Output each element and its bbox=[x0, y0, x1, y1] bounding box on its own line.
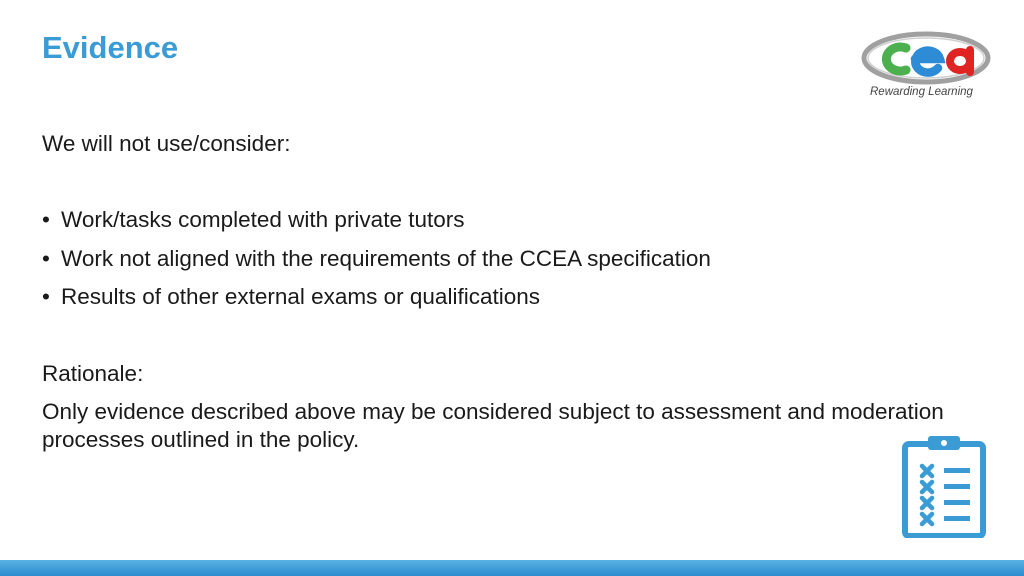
slide-title: Evidence bbox=[42, 30, 179, 65]
list-item-text: Work/tasks completed with private tutors bbox=[61, 207, 465, 232]
exclusion-list bbox=[42, 206, 711, 322]
list-item bbox=[42, 283, 711, 322]
footer-bar bbox=[0, 560, 1024, 576]
ccea-logo-mark bbox=[860, 30, 992, 86]
intro-text: We will not use/consider: bbox=[42, 131, 291, 156]
rationale-text: Only evidence described above may be considered subject to assessment and moderation processes outlined in the policy. bbox=[42, 399, 944, 452]
bullet-marker: • bbox=[42, 284, 50, 309]
rationale-label: Rationale: bbox=[42, 361, 144, 386]
list-item-text: Work not aligned with the requirements of the CCEA specification bbox=[61, 245, 711, 271]
clipboard-checklist-icon bbox=[902, 434, 986, 538]
bullet-marker: • bbox=[42, 245, 50, 271]
list-item-text: Results of other external exams or qualifications bbox=[61, 284, 540, 309]
logo-tagline: Rewarding Learning bbox=[870, 86, 973, 98]
list-item bbox=[42, 206, 711, 245]
list-item bbox=[42, 245, 711, 284]
bullet-marker: • bbox=[42, 207, 50, 232]
